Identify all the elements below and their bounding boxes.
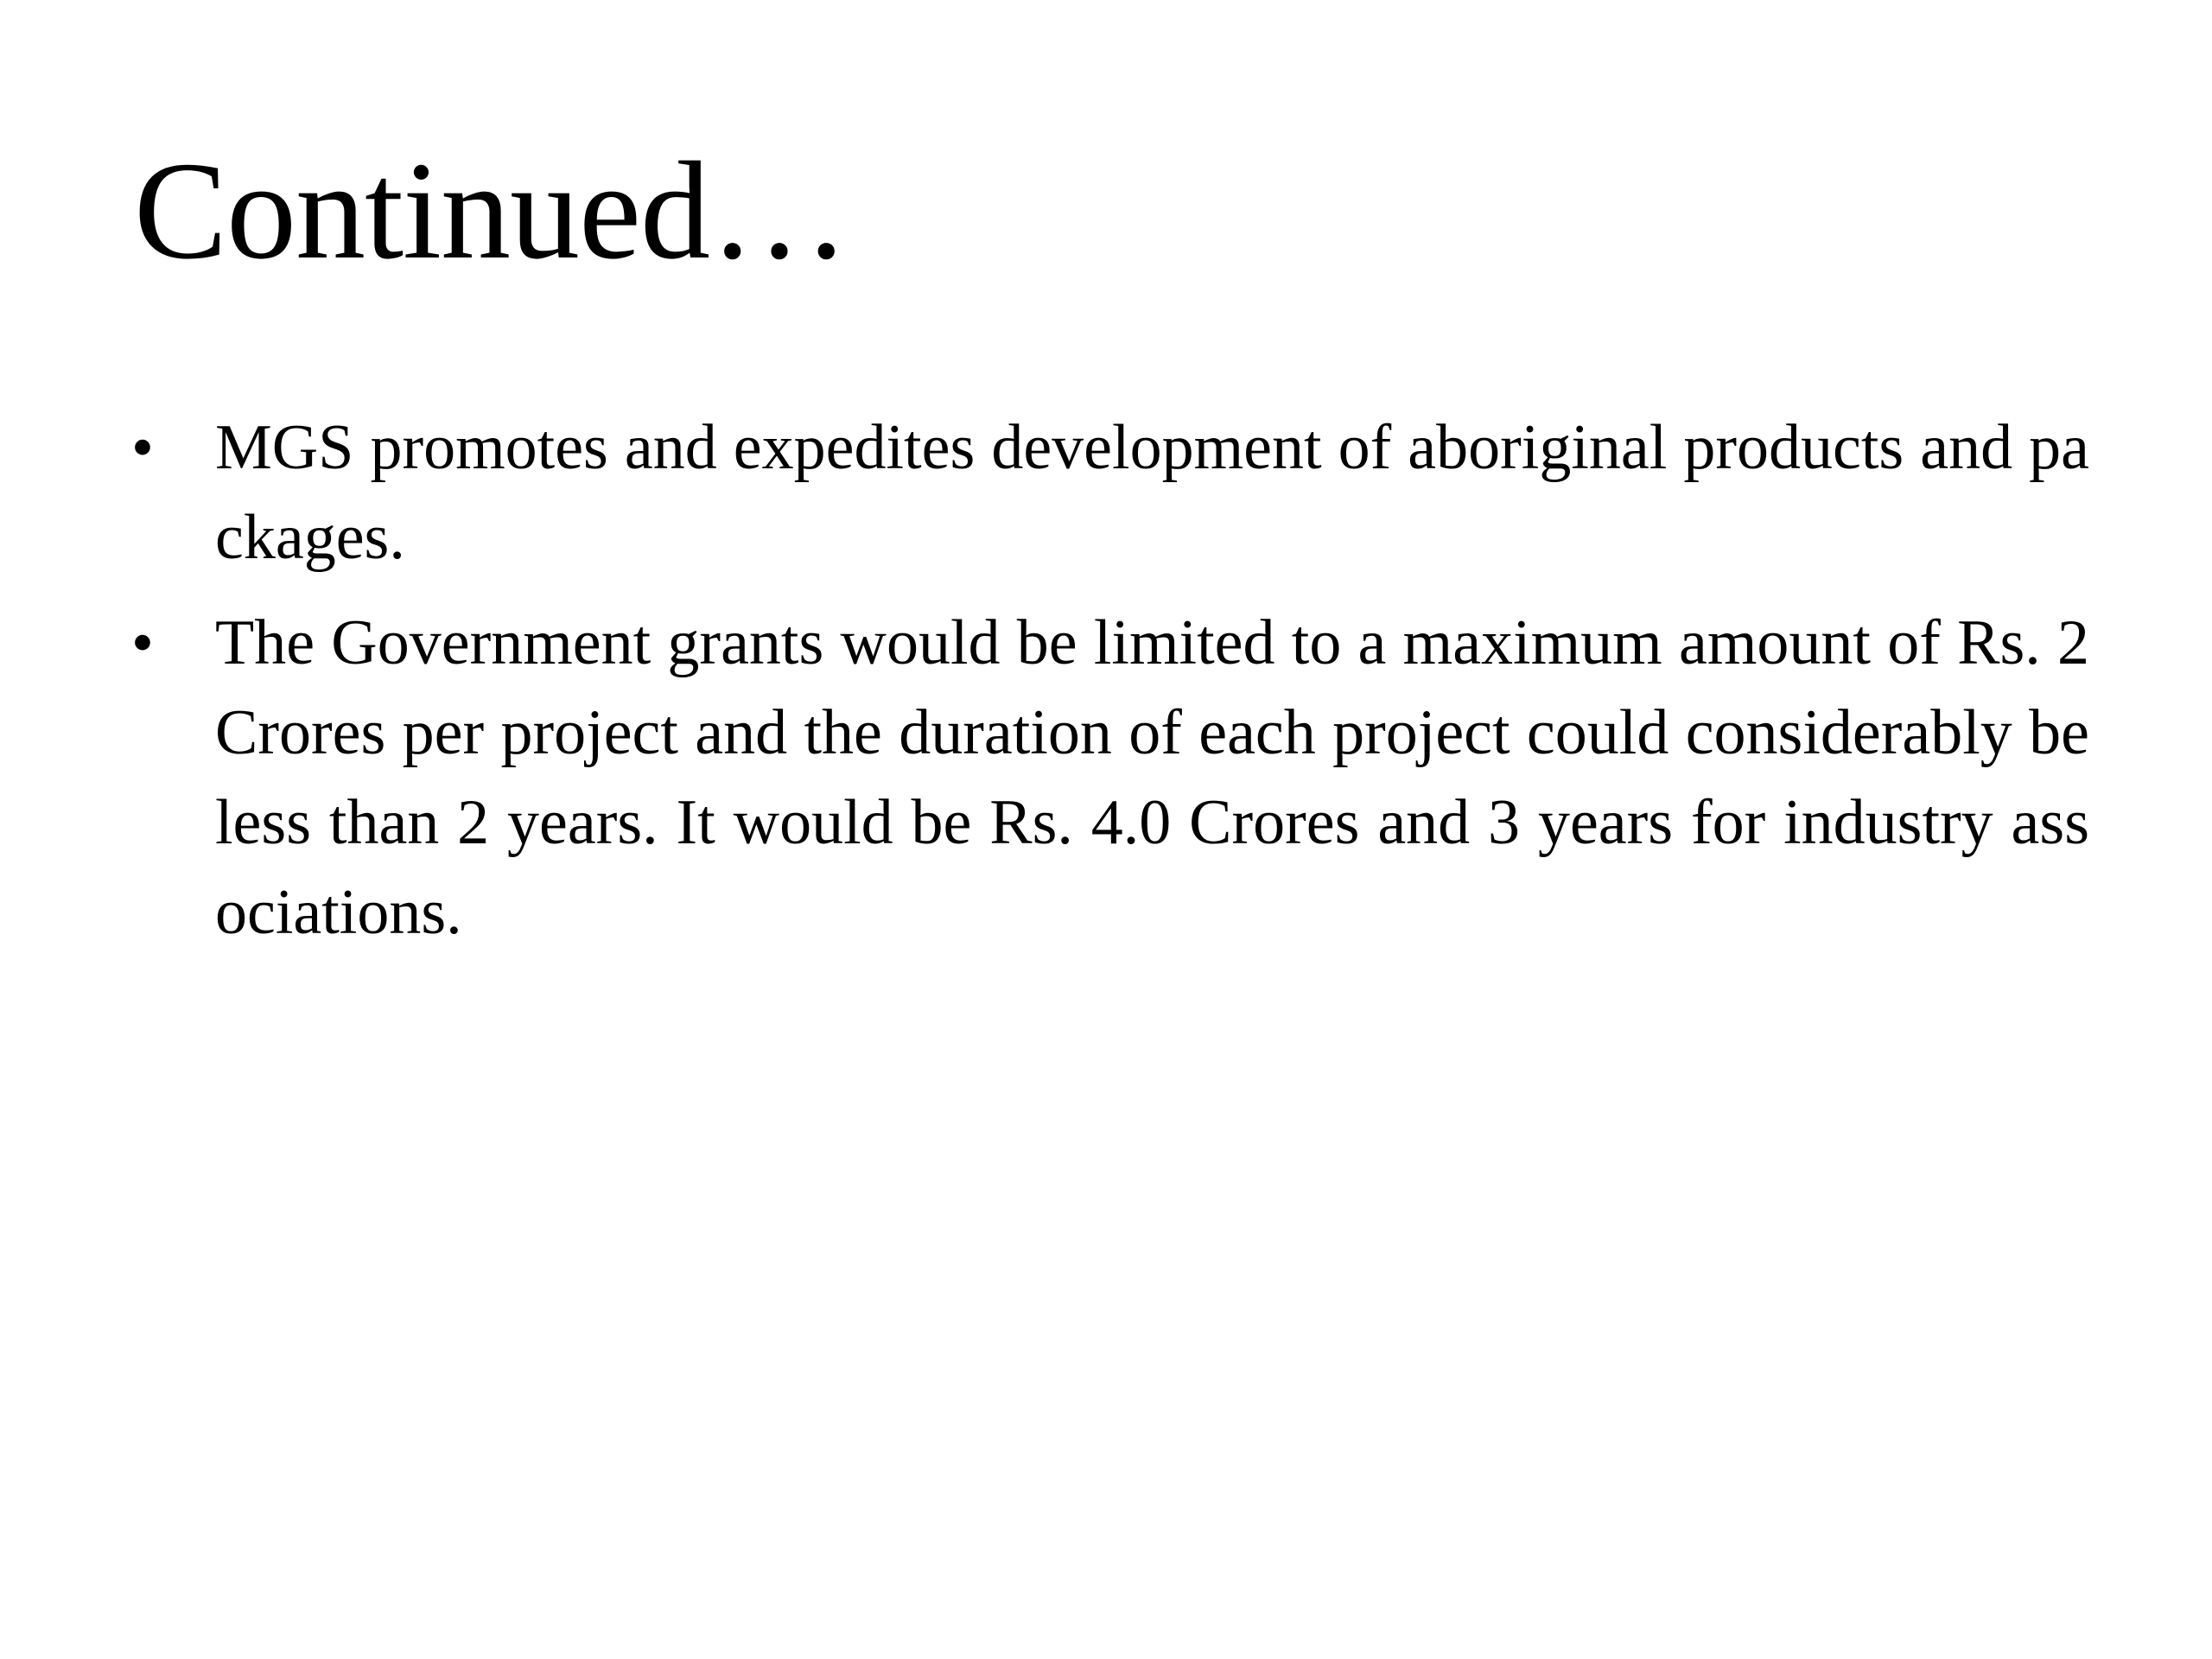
bullet-point-icon: •: [131, 412, 154, 483]
bullet-list: [131, 403, 2089, 973]
bullet-item: [131, 598, 2089, 957]
bullet-text: The Government grants would be limited to a maximum amount of Rs. 2 Crores per project and the duration of each project could considerably be less than 2 years. It would be Rs. 4.0 Crores and 3 years for industry associations.: [215, 607, 2089, 948]
slide-title: Continued…: [134, 134, 849, 289]
bullet-point-icon: •: [131, 607, 154, 678]
bullet-text: MGS promotes and expedites development of aboriginal products and packages.: [215, 412, 2089, 573]
bullet-item: [131, 403, 2089, 582]
